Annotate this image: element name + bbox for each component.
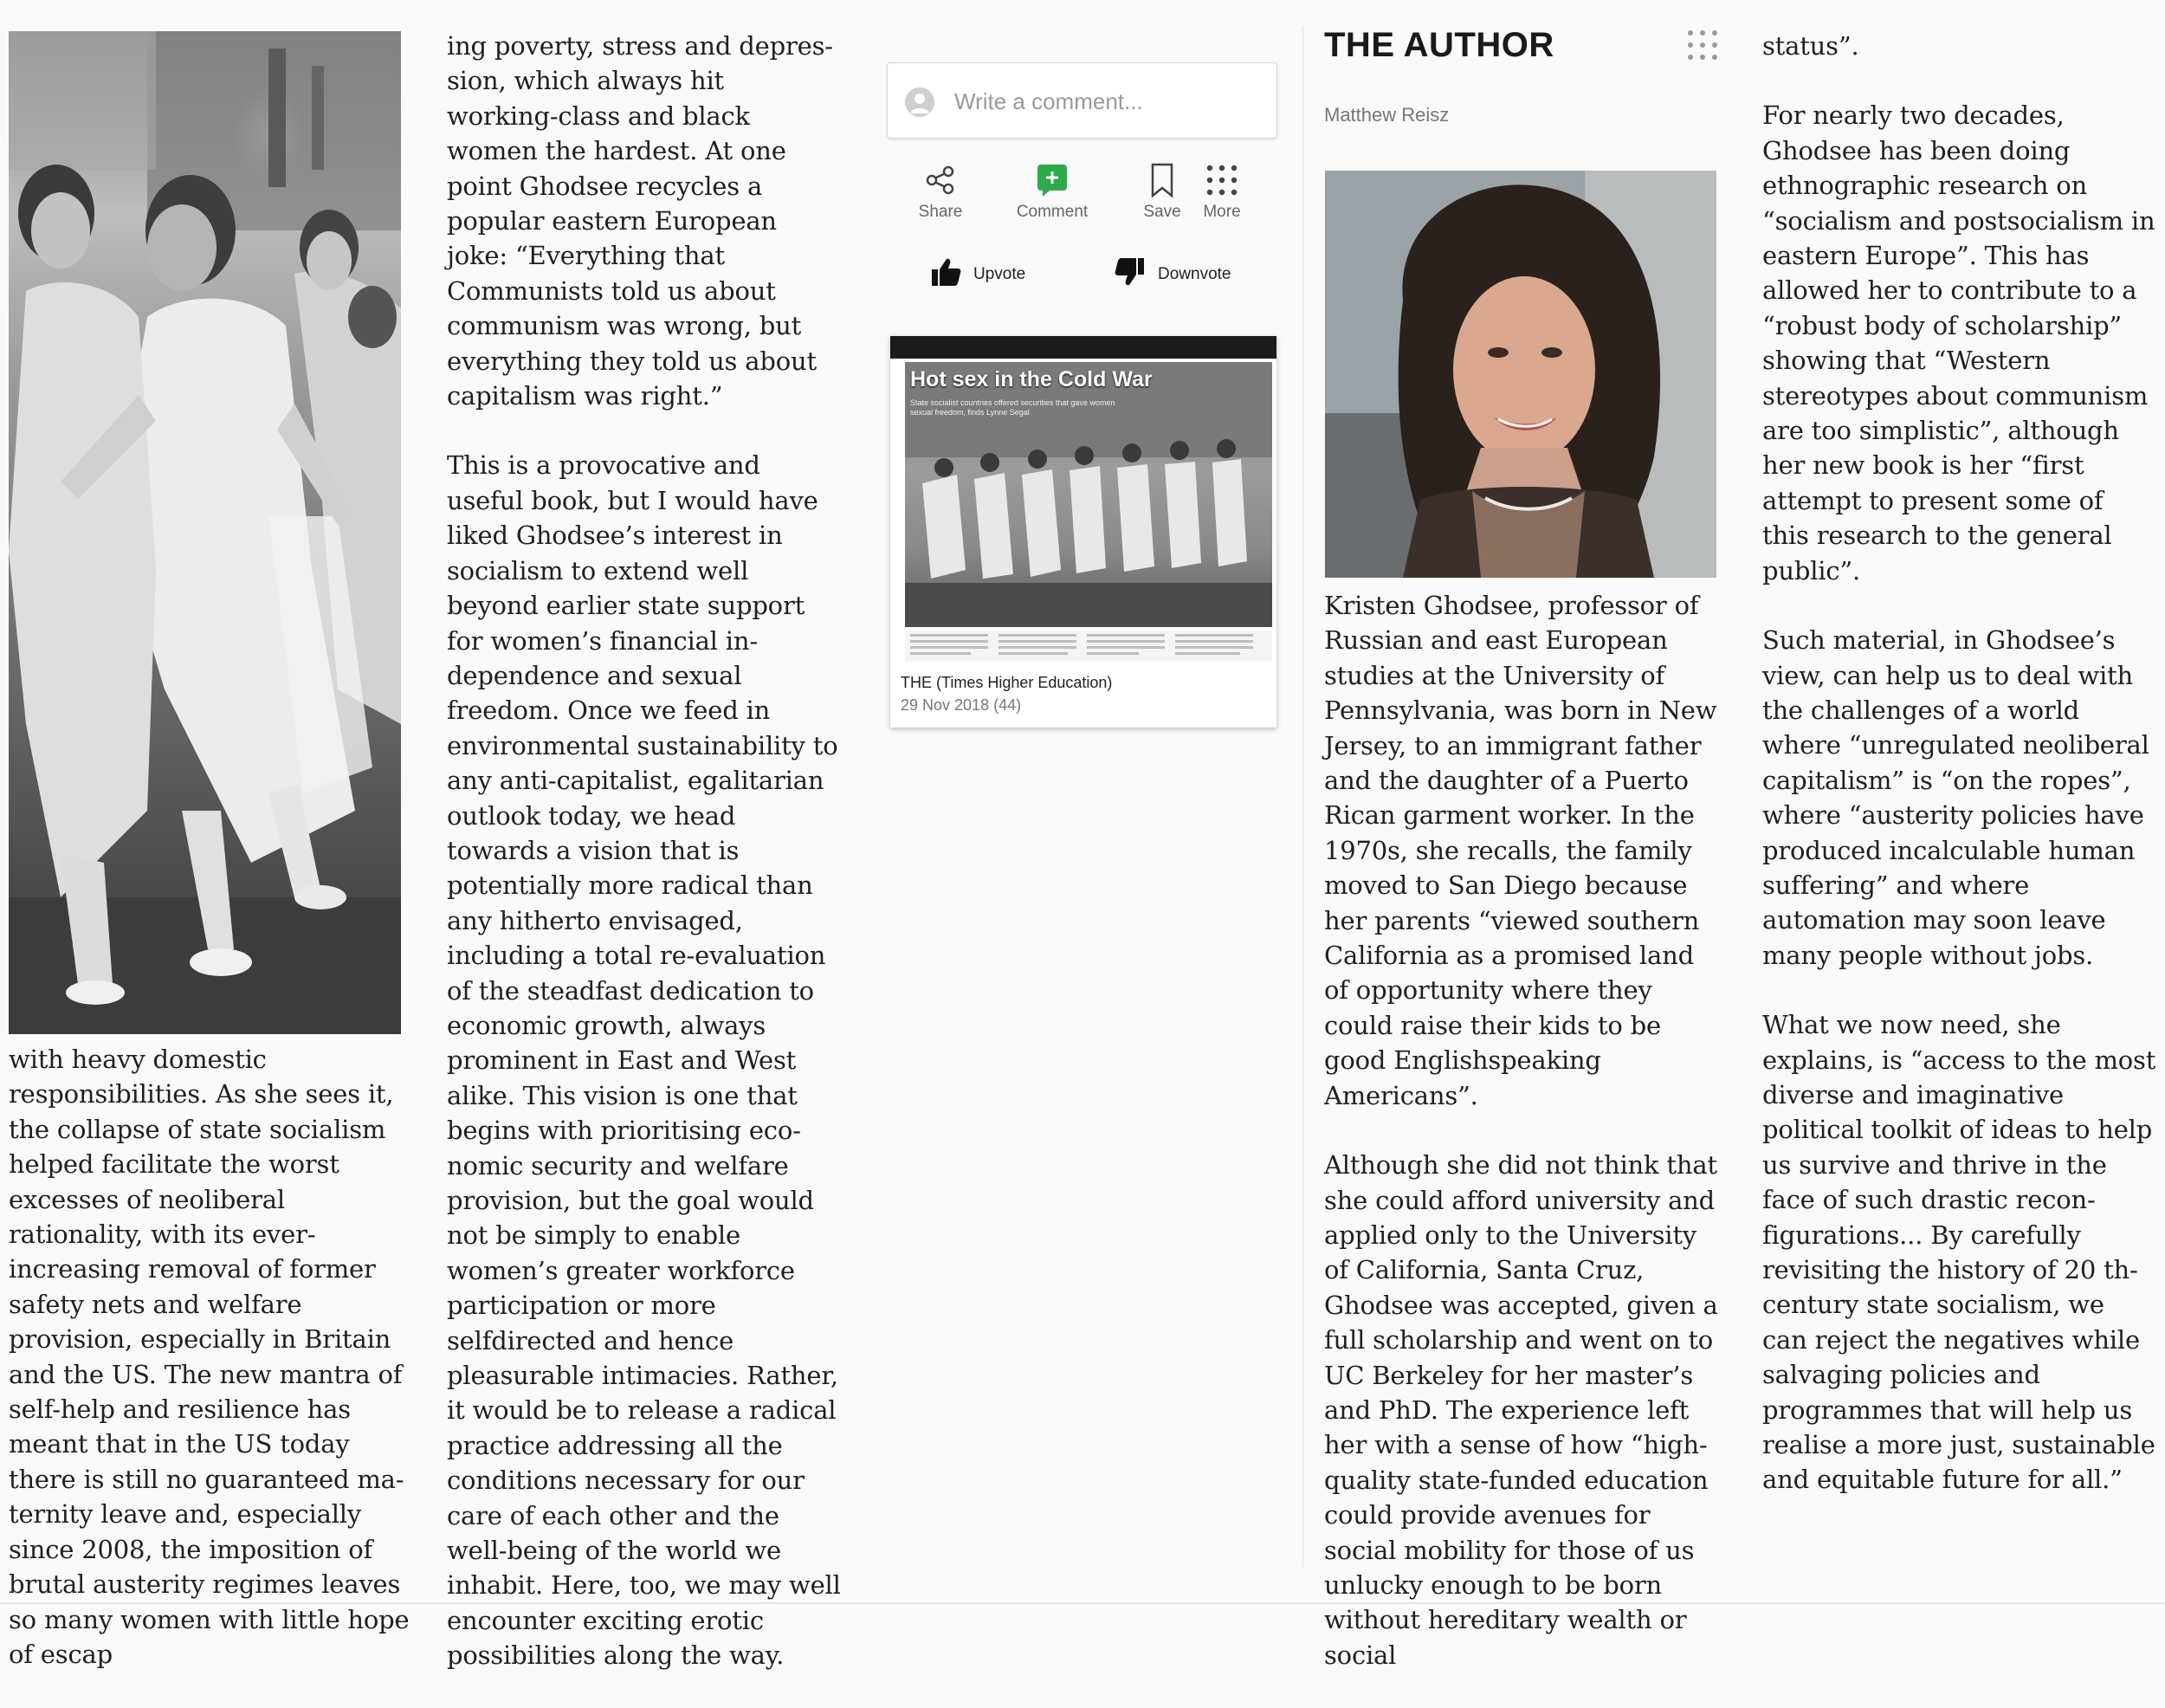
card-headline: Hot sex in the Cold War [910, 367, 1153, 391]
share-label: Share [918, 203, 963, 221]
second-article-column [447, 29, 842, 1708]
right-paragraph-2: For nearly two decades, Ghodsee has been doing ethnographic research on “socialism and postsocialism in eastern Europe”. This has allowed her to contribute to a “robust body of scholarship” showing that “Western stereotypes about communism are too simplistic”, although her new book is her “first attempt to present some of this research to the general public”. [1762, 100, 2155, 586]
more-button[interactable] [1179, 161, 1265, 222]
left-article-column [9, 1042, 414, 1706]
save-label: Save [1143, 203, 1181, 221]
thumbs-up-icon [930, 256, 961, 293]
byline: Matthew Reisz [1324, 104, 1450, 126]
avatar [905, 87, 934, 117]
author-paragraph-2: Although she did not think that she could afford university and applied only to the University of California, Santa Cruz, Ghodsee was accepted, given a full scholarship and went on to UC Berkeley for her master’s and PhD. The experience left her with a sense of how “high-quality state-funded education could provide avenues for social mobility for those of us unlucky enough to be born without hereditary wealth or social [1324, 1150, 1718, 1670]
right-paragraph-1: status”. [1762, 31, 1859, 61]
comment-icon [989, 161, 1115, 199]
downvote-label: Downvote [1158, 265, 1231, 283]
comment-box[interactable] [887, 62, 1277, 139]
card-top-bar [890, 336, 1276, 359]
column-divider [1302, 26, 1303, 1568]
action-bar [887, 161, 1276, 230]
comment-input[interactable] [953, 82, 1251, 120]
upvote-button[interactable] [930, 256, 1025, 293]
comment-label: Comment [1016, 203, 1089, 221]
author-paragraph-1: Kristen Ghodsee, professor of Russian and east European studies at the University of Pennsylvania, was born in New Jersey, to an immigrant father and the daughter of a Puerto Rican garment worker. In the 1970s, she recalls, the family moved to San Diego because her parents “viewed southern California as a promised land of opportunity where they could raise their kids to be good Englishspeaking Americans”. [1324, 591, 1717, 1110]
right-paragraph-4: What we now need, she explains, is “access to the most diverse and imaginative political toolkit of ideas to help us survive and thrive in the face of such drastic reconfigurations... By carefully revisiting the history of 20 th-century state socialism, we can reject the negatives while salvaging policies and programmes that will help us realise a more just, sustainable and equitable future for all.” [1762, 1010, 2156, 1495]
card-subhead: State socialist countries offered securities that gave women sexual freedom, finds Lynne Segal [910, 398, 1115, 417]
share-button[interactable] [897, 161, 984, 222]
linked-article-card[interactable] [890, 336, 1276, 728]
more-label: More [1203, 203, 1241, 221]
right-paragraph-3: Such material, in Ghodsee’s view, can help us to deal with the challenges of a world where “unregulated neoliberal capitalism” is “on the ropes”, where “austerity policies have produced incalculable human suffering” and where automation may soon leave many people without jobs. [1762, 625, 2149, 970]
right-article-column [1762, 29, 2156, 1532]
share-icon [897, 161, 984, 199]
author-portrait [1325, 171, 1716, 578]
left-paragraph-1: with heavy domestic responsibilities. As she sees it, the collapse of state socialism helped facilitate the worst excesses of neoliberal rationality, with its ever-increasing removal of former safety nets and welfare provision, especially in Britain and the US. The new mantra of self-help and resilience has meant that in the US today there is still no guaranteed maternity leave and, especially since 2008, the imposition of brutal austerity regimes leaves so many women with little hope of escap [9, 1045, 410, 1669]
second-paragraph-2: This is a provocative and useful book, but I would have liked Ghodsee’s interest in socialism to extend well beyond earlier state support for women’s financial independence and sexual freedom. Once we feed in environmental sustainability to any anti-capitalist, egalitarian outlook today, we head towards a vision that is potentially more radical than any hitherto envisaged, including a total re-evaluation of the steadfast dedication to economic growth, always prominent in East and West alike. This vision is one that begins with prioritising economic security and welfare provision, but the goal would not be simply to enable women’s greater workforce participation or more selfdirected and hence pleasurable intimacies. Rather, it would be to release a radical practice addressing all the conditions necessary for our care of each other and the well-being of the world we inhabit. Here, too, we may well encounter exciting erotic possibilities along the way. [447, 450, 841, 1671]
thumbs-down-icon [1115, 256, 1146, 293]
card-date-comments: 29 Nov 2018 (44) [901, 696, 1022, 714]
author-heading: THE AUTHOR [1324, 26, 1554, 64]
comment-button[interactable] [989, 161, 1115, 222]
upvote-label: Upvote [973, 265, 1026, 283]
downvote-button[interactable] [1115, 256, 1231, 293]
card-text-strip [905, 631, 1272, 662]
card-image [905, 362, 1272, 627]
bottom-rule [0, 1602, 2165, 1604]
author-bio-column [1324, 588, 1719, 1707]
marching-women-photo [9, 31, 401, 1034]
drag-handle-icon[interactable] [1685, 28, 1720, 62]
card-source: THE (Times Higher Education) [901, 674, 1113, 691]
vote-bar [887, 256, 1276, 300]
more-grid-icon [1179, 161, 1265, 199]
second-paragraph-1: ing poverty, stress and depression, which always hit working-class and black women the hardest. At one point Ghodsee recycles a popular eastern European joke: “Everything that Communists told us about communism was wrong, but everything they told us about capitalism was right.” [447, 31, 834, 411]
